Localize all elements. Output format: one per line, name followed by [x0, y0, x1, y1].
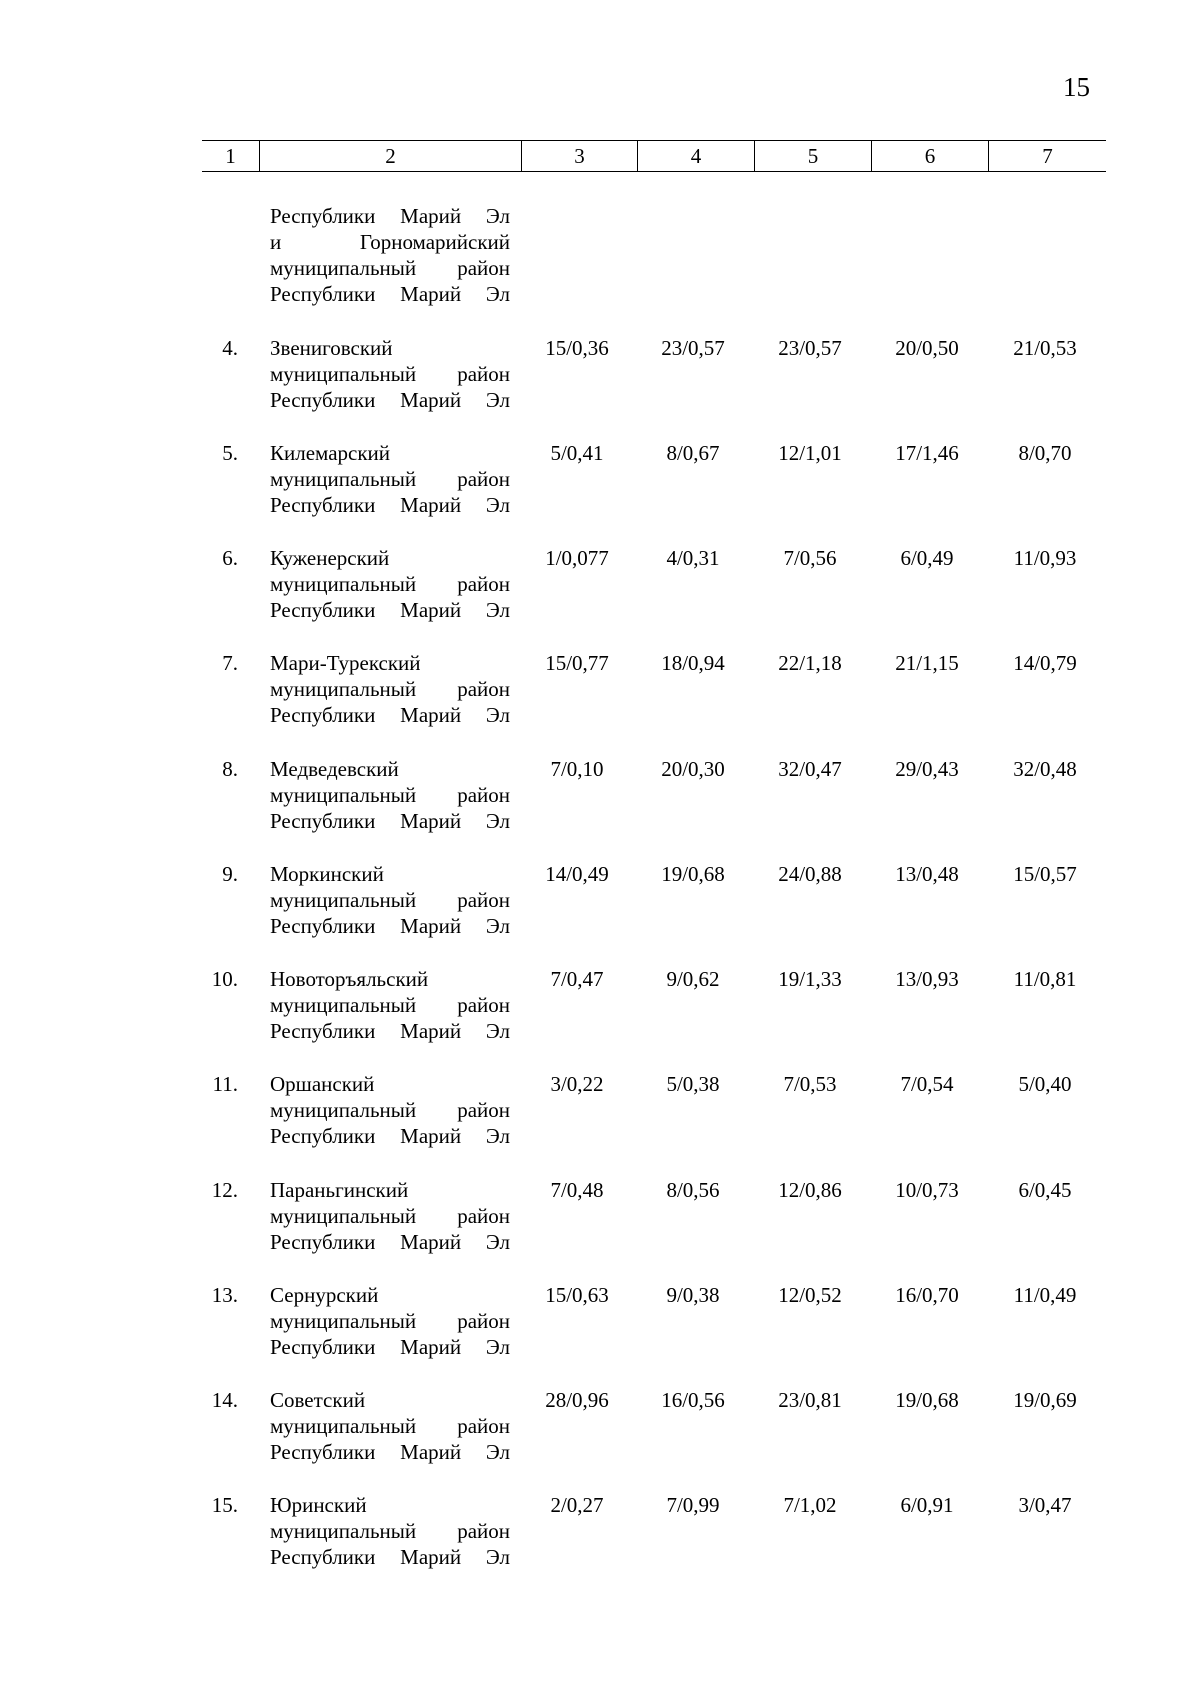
header-col-5: 5: [754, 141, 871, 171]
word: муниципальный: [270, 1519, 417, 1543]
text-line: [270, 387, 510, 413]
value-cell: 6/0,49: [900, 546, 954, 570]
district-name: [270, 440, 510, 518]
table-row: [202, 335, 1106, 415]
table-row: [202, 1071, 1106, 1151]
table-row: [202, 1282, 1106, 1362]
value-cell: 9/0,38: [666, 1283, 720, 1307]
word: Республики: [270, 1124, 376, 1148]
word: Марий: [400, 204, 462, 228]
header-col-1: 1: [225, 143, 236, 168]
district-name: [270, 1071, 510, 1149]
text-line: [270, 808, 510, 834]
table-row: [202, 1177, 1106, 1257]
text-line: [270, 255, 510, 281]
header-col-2: 2: [259, 141, 521, 171]
text-line: [270, 1544, 510, 1570]
value-cell: 22/1,18: [778, 651, 842, 675]
word: Эл: [485, 1124, 510, 1148]
word: и: [270, 230, 282, 254]
value-cell: 24/0,88: [778, 862, 842, 886]
district-name: [270, 756, 510, 834]
value-cell: 29/0,43: [895, 757, 959, 781]
value-cell: 12/0,52: [778, 1283, 842, 1307]
word: муниципальный: [270, 1414, 417, 1438]
word: Эл: [485, 809, 510, 833]
value-cell: 19/0,68: [661, 862, 725, 886]
value-cell: 7/0,47: [550, 967, 604, 991]
district-title: Мари-Турекский: [270, 651, 421, 675]
word: Марий: [400, 1545, 462, 1569]
district-title: Сернурский: [270, 1283, 379, 1307]
word: Горномарийский: [359, 230, 510, 254]
value-cell: 21/1,15: [895, 651, 959, 675]
value-cell: 23/0,57: [778, 336, 842, 360]
word: Эл: [485, 703, 510, 727]
value-cell: 6/0,91: [900, 1493, 954, 1517]
value-cell: 12/1,01: [778, 441, 842, 465]
header-col-3: 3: [521, 141, 637, 171]
continued-row-text: [270, 203, 510, 307]
text-line: [270, 1018, 510, 1044]
text-line: [270, 1518, 510, 1544]
value-cell: 7/1,02: [783, 1493, 837, 1517]
word: Республики: [270, 493, 376, 517]
value-cell: 23/0,81: [778, 1388, 842, 1412]
text-line: [270, 1439, 510, 1465]
row-number: 13.: [211, 1283, 238, 1307]
text-line: [270, 361, 510, 387]
district-name: [270, 1177, 510, 1255]
text-line: [270, 597, 510, 623]
value-cell: 5/0,40: [1018, 1072, 1072, 1096]
word: Республики: [270, 388, 376, 412]
word: Марий: [400, 1440, 462, 1464]
value-cell: 23/0,57: [661, 336, 725, 360]
row-number: 7.: [222, 651, 238, 675]
table-row: [202, 861, 1106, 941]
word: Марий: [400, 598, 462, 622]
row-number: 14.: [211, 1388, 238, 1412]
value-cell: 19/0,68: [895, 1388, 959, 1412]
value-cell: 20/0,30: [661, 757, 725, 781]
value-cell: 13/0,93: [895, 967, 959, 991]
word: Эл: [485, 282, 510, 306]
value-cell: 18/0,94: [661, 651, 725, 675]
word: Эл: [485, 914, 510, 938]
word: район: [457, 888, 510, 912]
word: муниципальный: [270, 1309, 417, 1333]
word: муниципальный: [270, 256, 417, 280]
word: Республики: [270, 703, 376, 727]
word: Марий: [400, 809, 462, 833]
value-cell: 7/0,10: [550, 757, 604, 781]
text-line: [270, 676, 510, 702]
text-line: [270, 1229, 510, 1255]
value-cell: 5/0,41: [550, 441, 604, 465]
row-number: 6.: [222, 546, 238, 570]
value-cell: 11/0,93: [1013, 546, 1077, 570]
value-cell: 15/0,57: [1013, 862, 1077, 886]
word: район: [457, 1519, 510, 1543]
word: Республики: [270, 1545, 376, 1569]
value-cell: 15/0,36: [545, 336, 609, 360]
value-cell: 17/1,46: [895, 441, 959, 465]
text-line: [270, 1413, 510, 1439]
row-number: 5.: [222, 441, 238, 465]
value-cell: 16/0,70: [895, 1283, 959, 1307]
text-line: [270, 229, 510, 255]
table-row: [202, 756, 1106, 836]
district-title: Новоторъяльский: [270, 967, 429, 991]
value-cell: 9/0,62: [666, 967, 720, 991]
value-cell: 6/0,45: [1018, 1178, 1072, 1202]
value-cell: 12/0,86: [778, 1178, 842, 1202]
district-name: [270, 650, 510, 728]
word: Эл: [485, 1335, 510, 1359]
value-cell: 8/0,67: [666, 441, 720, 465]
word: район: [457, 362, 510, 386]
value-cell: 11/0,81: [1013, 967, 1077, 991]
text-line: [270, 887, 510, 913]
value-cell: 7/0,99: [666, 1493, 720, 1517]
word: Республики: [270, 282, 376, 306]
word: район: [457, 1204, 510, 1228]
word: муниципальный: [270, 1098, 417, 1122]
word: Эл: [485, 1019, 510, 1043]
word: Марий: [400, 914, 462, 938]
text-line: [270, 913, 510, 939]
word: муниципальный: [270, 677, 417, 701]
word: Эл: [485, 493, 510, 517]
value-cell: 15/0,77: [545, 651, 609, 675]
header-col-4: 4: [637, 141, 754, 171]
word: Эл: [485, 204, 510, 228]
text-line: [270, 203, 510, 229]
value-cell: 19/1,33: [778, 967, 842, 991]
word: район: [457, 677, 510, 701]
word: район: [457, 572, 510, 596]
word: Марий: [400, 282, 462, 306]
row-number: 4.: [222, 336, 238, 360]
text-line: [270, 281, 510, 307]
word: Марий: [400, 388, 462, 412]
district-title: Медведевский: [270, 757, 399, 781]
table-header: [202, 140, 1106, 172]
row-number: 12.: [211, 1178, 238, 1202]
value-cell: 19/0,69: [1013, 1388, 1077, 1412]
table-row: [202, 440, 1106, 520]
header-col-6: 6: [871, 141, 988, 171]
text-line: [270, 1097, 510, 1123]
word: Эл: [485, 598, 510, 622]
word: Республики: [270, 809, 376, 833]
word: район: [457, 1309, 510, 1333]
value-cell: 7/0,56: [783, 546, 837, 570]
word: Эл: [485, 1230, 510, 1254]
value-cell: 14/0,79: [1013, 651, 1077, 675]
word: Марий: [400, 1019, 462, 1043]
value-cell: 21/0,53: [1013, 336, 1077, 360]
text-line: [270, 1203, 510, 1229]
value-cell: 32/0,47: [778, 757, 842, 781]
word: район: [457, 1414, 510, 1438]
district-name: [270, 1387, 510, 1465]
text-line: [270, 492, 510, 518]
text-line: [270, 1123, 510, 1149]
value-cell: 5/0,38: [666, 1072, 720, 1096]
district-title: Советский: [270, 1388, 366, 1412]
value-cell: 10/0,73: [895, 1178, 959, 1202]
value-cell: 28/0,96: [545, 1388, 609, 1412]
table-row: [202, 1492, 1106, 1572]
value-cell: 7/0,53: [783, 1072, 837, 1096]
text-line: [270, 1334, 510, 1360]
value-cell: 14/0,49: [545, 862, 609, 886]
word: муниципальный: [270, 572, 417, 596]
word: муниципальный: [270, 467, 417, 491]
district-name: [270, 1492, 510, 1570]
value-cell: 2/0,27: [550, 1493, 604, 1517]
district-title: Куженерский: [270, 546, 390, 570]
value-cell: 4/0,31: [666, 546, 720, 570]
row-number: 11.: [212, 1072, 238, 1096]
text-line: [270, 571, 510, 597]
word: Марий: [400, 1124, 462, 1148]
table-row: [202, 650, 1106, 730]
district-name: [270, 545, 510, 623]
word: район: [457, 256, 510, 280]
word: Марий: [400, 703, 462, 727]
table-row: [202, 966, 1106, 1046]
word: муниципальный: [270, 1204, 417, 1228]
word: район: [457, 1098, 510, 1122]
row-number: 9.: [222, 862, 238, 886]
word: Марий: [400, 1230, 462, 1254]
value-cell: 11/0,49: [1013, 1283, 1077, 1307]
word: Республики: [270, 914, 376, 938]
word: муниципальный: [270, 993, 417, 1017]
district-title: Параньгинский: [270, 1178, 409, 1202]
text-line: [270, 782, 510, 808]
word: муниципальный: [270, 888, 417, 912]
district-title: Килемарский: [270, 441, 391, 465]
row-number: 8.: [222, 757, 238, 781]
word: Марий: [400, 493, 462, 517]
value-cell: 1/0,077: [545, 546, 609, 570]
word: Республики: [270, 204, 376, 228]
district-name: [270, 335, 510, 413]
text-line: [270, 702, 510, 728]
word: Республики: [270, 1335, 376, 1359]
text-line: [270, 992, 510, 1018]
word: Эл: [485, 1440, 510, 1464]
word: Республики: [270, 1230, 376, 1254]
page-number: 15: [1063, 72, 1090, 102]
value-cell: 16/0,56: [661, 1388, 725, 1412]
value-cell: 7/0,54: [900, 1072, 954, 1096]
value-cell: 3/0,22: [550, 1072, 604, 1096]
word: Республики: [270, 1019, 376, 1043]
value-cell: 3/0,47: [1018, 1493, 1072, 1517]
word: Республики: [270, 598, 376, 622]
word: Эл: [485, 1545, 510, 1569]
value-cell: 20/0,50: [895, 336, 959, 360]
district-name: [270, 1282, 510, 1360]
district-title: Моркинский: [270, 862, 384, 886]
district-name: [270, 861, 510, 939]
word: Марий: [400, 1335, 462, 1359]
value-cell: 8/0,56: [666, 1178, 720, 1202]
value-cell: 32/0,48: [1013, 757, 1077, 781]
value-cell: 15/0,63: [545, 1283, 609, 1307]
value-cell: 8/0,70: [1018, 441, 1072, 465]
row-number: 10.: [211, 967, 238, 991]
header-col-7: 7: [988, 141, 1106, 171]
value-cell: 7/0,48: [550, 1178, 604, 1202]
word: район: [457, 993, 510, 1017]
district-title: Юринский: [270, 1493, 367, 1517]
district-name: [270, 966, 510, 1044]
word: Республики: [270, 1440, 376, 1464]
word: муниципальный: [270, 362, 417, 386]
text-line: [270, 466, 510, 492]
table-row: [202, 1387, 1106, 1467]
word: Эл: [485, 388, 510, 412]
text-line: [270, 1308, 510, 1334]
word: район: [457, 783, 510, 807]
word: район: [457, 467, 510, 491]
value-cell: 13/0,48: [895, 862, 959, 886]
word: муниципальный: [270, 783, 417, 807]
district-title: Оршанский: [270, 1072, 375, 1096]
district-title: Звениговский: [270, 336, 393, 360]
table-row: [202, 545, 1106, 625]
row-number: 15.: [211, 1493, 238, 1517]
